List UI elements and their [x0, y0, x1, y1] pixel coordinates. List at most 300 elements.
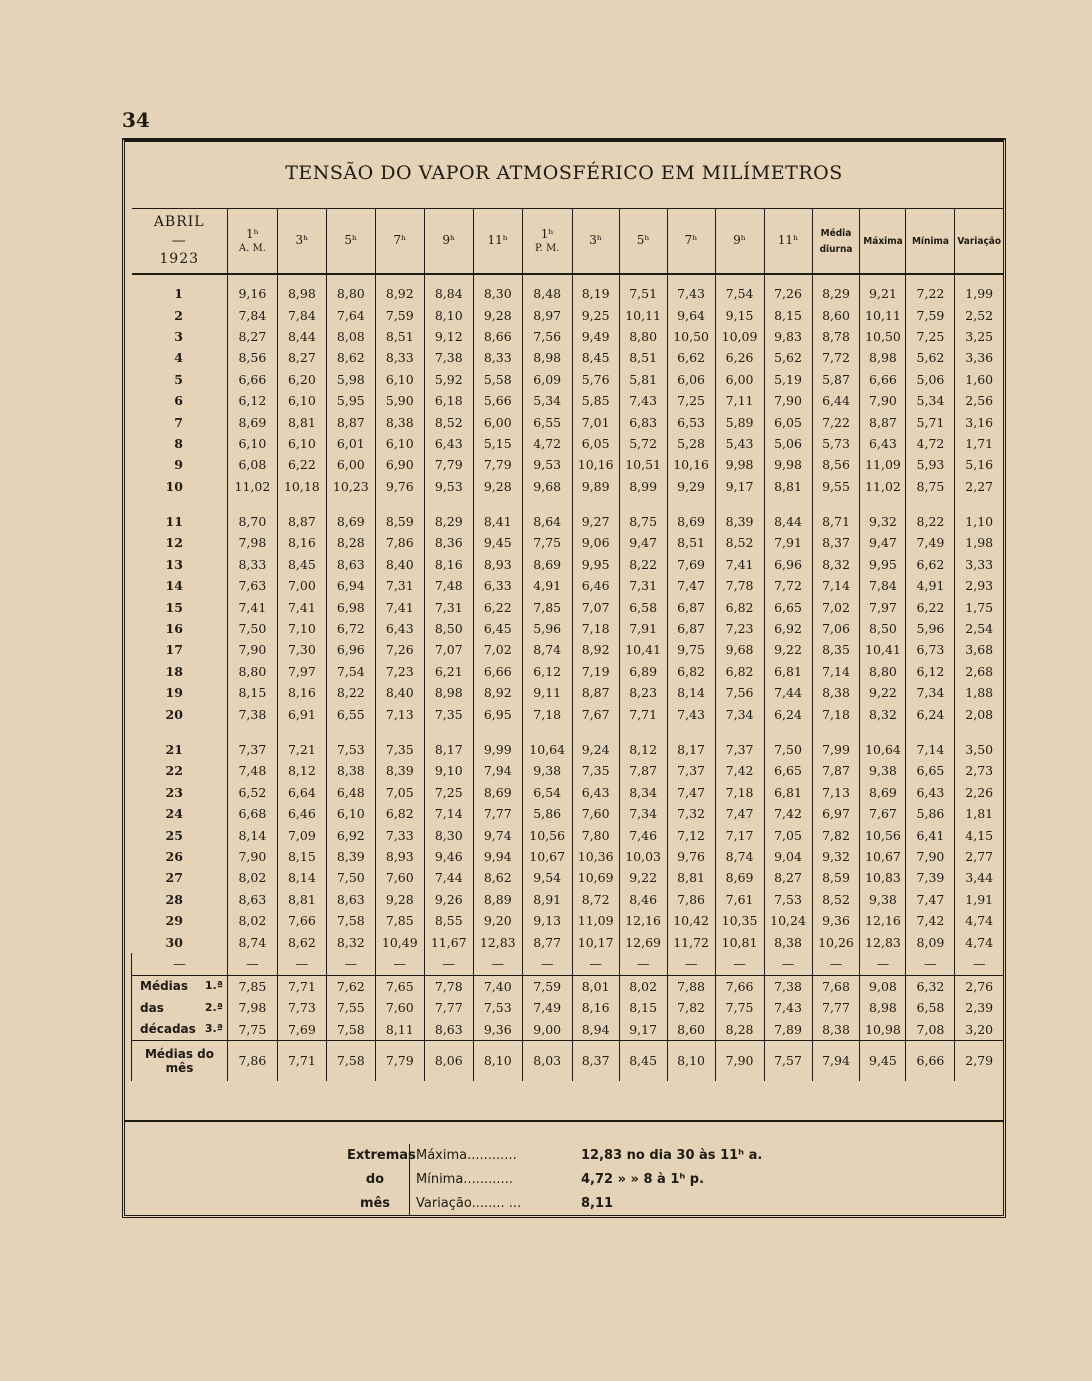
- decade-average-label: [132, 997, 228, 1018]
- value-cell: 8,55: [424, 910, 473, 931]
- col-header-maxima: Máxima: [860, 209, 906, 275]
- value-cell: 5,86: [522, 803, 572, 824]
- value-cell: 8,69: [667, 511, 715, 532]
- table-row: [132, 554, 1004, 575]
- extremes-label-line: do: [365, 1172, 385, 1187]
- value-cell: 10,49: [375, 931, 424, 952]
- value-cell: 8,08: [326, 326, 375, 347]
- value-cell: 10,23: [326, 476, 375, 497]
- table-row: [132, 846, 1004, 867]
- value-cell: 9,24: [572, 739, 619, 760]
- value-cell: 2,56: [955, 390, 1003, 411]
- value-cell: 4,72: [906, 433, 955, 454]
- value-cell: 7,10: [277, 618, 326, 639]
- month-average-value: 2,79: [955, 1040, 1003, 1081]
- value-cell: 7,41: [375, 596, 424, 617]
- value-cell: 7,49: [906, 532, 955, 553]
- day-number: 7: [174, 414, 183, 430]
- value-cell: 8,28: [326, 532, 375, 553]
- value-cell: 6,24: [906, 703, 955, 724]
- value-cell: 6,62: [667, 347, 715, 368]
- value-cell: 7,07: [572, 596, 619, 617]
- table-row: [132, 760, 1004, 781]
- value-cell: 8,17: [667, 739, 715, 760]
- average-label-text: décadas: [140, 1022, 196, 1037]
- dash-cell: [572, 953, 619, 976]
- average-value-cell: 7,53: [473, 997, 522, 1018]
- value-cell: 5,28: [667, 433, 715, 454]
- value-cell: 2,54: [955, 618, 1003, 639]
- col-header-7h-am: 7ʰ: [375, 209, 424, 275]
- value-cell: 7,46: [619, 824, 667, 845]
- value-cell: 1,98: [955, 532, 1003, 553]
- table-body: [132, 274, 1004, 1081]
- value-cell: 7,43: [667, 274, 715, 304]
- dash-cell: [473, 953, 522, 976]
- gap-cell: [906, 497, 955, 511]
- table-row: [132, 639, 1004, 660]
- average-value-cell: 6,32: [906, 975, 955, 997]
- value-cell: 9,46: [424, 846, 473, 867]
- year-label: 1923: [159, 251, 200, 268]
- value-cell: 7,18: [715, 782, 764, 803]
- value-cell: 9,21: [860, 274, 906, 304]
- value-cell: 2,73: [955, 760, 1003, 781]
- value-cell: 7,14: [906, 739, 955, 760]
- value-cell: 10,11: [619, 304, 667, 325]
- value-cell: 10,17: [572, 931, 619, 952]
- value-cell: 5,62: [764, 347, 812, 368]
- value-cell: 6,91: [277, 703, 326, 724]
- value-cell: 7,42: [906, 910, 955, 931]
- value-cell: 6,96: [764, 554, 812, 575]
- value-cell: 11,09: [572, 910, 619, 931]
- value-cell: 8,80: [860, 661, 906, 682]
- day-number: 12: [165, 535, 183, 551]
- value-cell: 5,89: [715, 411, 764, 432]
- value-cell: 10,16: [572, 454, 619, 475]
- day-number: 2: [174, 307, 183, 323]
- day-number: 10: [165, 478, 183, 494]
- table-row: [132, 390, 1004, 411]
- value-cell: 7,75: [522, 532, 572, 553]
- value-cell: 6,73: [906, 639, 955, 660]
- value-cell: 8,27: [227, 326, 277, 347]
- value-cell: 8,46: [619, 889, 667, 910]
- value-cell: 7,53: [764, 889, 812, 910]
- value-cell: 9,13: [522, 910, 572, 931]
- value-cell: 7,90: [906, 846, 955, 867]
- value-cell: 6,10: [326, 803, 375, 824]
- value-cell: 9,76: [667, 846, 715, 867]
- value-cell: 7,90: [764, 390, 812, 411]
- value-cell: 7,14: [812, 575, 860, 596]
- value-cell: 7,98: [227, 532, 277, 553]
- value-cell: 7,35: [375, 739, 424, 760]
- table-row: [132, 703, 1004, 724]
- day-number: 19: [165, 685, 183, 701]
- value-cell: 8,44: [764, 511, 812, 532]
- value-cell: 7,50: [764, 739, 812, 760]
- value-cell: 8,56: [812, 454, 860, 475]
- average-value-cell: 7,75: [715, 997, 764, 1018]
- dash-cell: [906, 953, 955, 976]
- value-cell: 9,95: [572, 554, 619, 575]
- page-number: 34: [122, 108, 150, 132]
- table-row: [132, 618, 1004, 639]
- value-cell: 7,14: [424, 803, 473, 824]
- value-cell: 8,44: [277, 326, 326, 347]
- extremes-label: [347, 1144, 416, 1216]
- value-cell: 6,66: [860, 369, 906, 390]
- value-cell: 8,98: [522, 347, 572, 368]
- vapor-tension-table: [131, 208, 1003, 1081]
- value-cell: 5,85: [572, 390, 619, 411]
- value-cell: 9,26: [424, 889, 473, 910]
- value-cell: 8,32: [812, 554, 860, 575]
- value-cell: 10,81: [715, 931, 764, 952]
- value-cell: 8,30: [473, 274, 522, 304]
- value-cell: 7,79: [424, 454, 473, 475]
- col-header-5h-am: 5ʰ: [326, 209, 375, 275]
- value-cell: 10,35: [715, 910, 764, 931]
- value-cell: 9,11: [522, 682, 572, 703]
- average-value-cell: 7,60: [375, 997, 424, 1018]
- value-cell: 7,41: [715, 554, 764, 575]
- value-cell: 7,97: [277, 661, 326, 682]
- day-number: 11: [165, 514, 183, 530]
- dash-cell: [667, 953, 715, 976]
- value-cell: 8,48: [522, 274, 572, 304]
- value-cell: 8,87: [277, 511, 326, 532]
- value-cell: 7,26: [764, 274, 812, 304]
- value-cell: 8,23: [619, 682, 667, 703]
- month-average-value: 9,45: [860, 1040, 906, 1081]
- value-cell: 10,11: [860, 304, 906, 325]
- dash-cell: [860, 953, 906, 976]
- value-cell: 8,81: [667, 867, 715, 888]
- value-cell: 8,12: [619, 739, 667, 760]
- value-cell: 5,72: [619, 433, 667, 454]
- value-cell: 7,25: [424, 782, 473, 803]
- value-cell: 8,14: [277, 867, 326, 888]
- value-cell: 2,27: [955, 476, 1003, 497]
- value-cell: 8,38: [812, 682, 860, 703]
- dash-cell: [955, 953, 1003, 976]
- value-cell: 6,65: [764, 760, 812, 781]
- value-cell: 9,38: [522, 760, 572, 781]
- gap-cell: [860, 725, 906, 739]
- value-cell: 8,29: [812, 274, 860, 304]
- value-cell: 9,47: [860, 532, 906, 553]
- value-cell: 7,35: [424, 703, 473, 724]
- month-label: ABRIL: [153, 213, 205, 230]
- value-cell: 7,54: [715, 274, 764, 304]
- gap-cell: [572, 497, 619, 511]
- value-cell: 9,38: [860, 889, 906, 910]
- value-cell: 6,53: [667, 411, 715, 432]
- extreme-name-variacao: Variação........ ...: [416, 1196, 522, 1211]
- value-cell: 6,62: [906, 554, 955, 575]
- month-average-label: Médias do mês: [132, 1040, 228, 1081]
- value-cell: 7,47: [667, 575, 715, 596]
- value-cell: 7,84: [227, 304, 277, 325]
- value-cell: 7,02: [812, 596, 860, 617]
- gap-cell: [375, 497, 424, 511]
- value-cell: 9,22: [860, 682, 906, 703]
- value-cell: 8,89: [473, 889, 522, 910]
- average-value-cell: 7,08: [906, 1019, 955, 1041]
- value-cell: 5,15: [473, 433, 522, 454]
- value-cell: 10,50: [860, 326, 906, 347]
- value-cell: 8,32: [326, 931, 375, 952]
- decade-average-label: [132, 975, 228, 997]
- value-cell: 6,55: [326, 703, 375, 724]
- month-average-value: 7,94: [812, 1040, 860, 1081]
- day-number: 13: [165, 556, 183, 572]
- dash-cell: [812, 953, 860, 976]
- value-cell: 6,90: [375, 454, 424, 475]
- value-cell: 8,22: [326, 682, 375, 703]
- value-cell: 7,66: [277, 910, 326, 931]
- value-cell: 10,51: [619, 454, 667, 475]
- extremes-names: [409, 1144, 521, 1216]
- value-cell: 9,28: [375, 889, 424, 910]
- value-cell: 8,45: [572, 347, 619, 368]
- value-cell: 6,45: [473, 618, 522, 639]
- average-value-cell: 7,82: [667, 997, 715, 1018]
- value-cell: 8,16: [277, 682, 326, 703]
- col-header-variacao: Variação: [955, 209, 1003, 275]
- value-cell: 7,30: [277, 639, 326, 660]
- value-cell: 10,56: [860, 824, 906, 845]
- value-cell: 7,42: [715, 760, 764, 781]
- value-cell: 8,80: [619, 326, 667, 347]
- value-cell: 6,65: [906, 760, 955, 781]
- value-cell: 6,83: [619, 411, 667, 432]
- value-cell: 6,94: [326, 575, 375, 596]
- value-cell: 8,74: [227, 931, 277, 952]
- value-cell: 8,39: [375, 760, 424, 781]
- dash-cell: [715, 953, 764, 976]
- value-cell: 8,69: [860, 782, 906, 803]
- value-cell: 8,63: [326, 889, 375, 910]
- value-cell: 5,76: [572, 369, 619, 390]
- extreme-name-maxima: Máxima............: [416, 1148, 517, 1163]
- average-value-cell: 7,75: [227, 1019, 277, 1041]
- value-cell: 8,98: [277, 274, 326, 304]
- value-cell: 5,62: [906, 347, 955, 368]
- value-cell: 8,87: [572, 682, 619, 703]
- table-row: [132, 476, 1004, 497]
- value-cell: 11,02: [860, 476, 906, 497]
- table-row: [132, 739, 1004, 760]
- average-value-cell: 7,69: [277, 1019, 326, 1041]
- value-cell: 3,33: [955, 554, 1003, 575]
- gap-cell: [619, 725, 667, 739]
- value-cell: 7,56: [522, 326, 572, 347]
- value-cell: 7,37: [227, 739, 277, 760]
- value-cell: 6,22: [473, 596, 522, 617]
- value-cell: 6,66: [473, 661, 522, 682]
- decade-gap: [132, 497, 1004, 511]
- value-cell: 8,33: [227, 554, 277, 575]
- decade-tag: 1.ª: [204, 979, 223, 993]
- value-cell: 8,69: [227, 411, 277, 432]
- value-cell: 7,48: [424, 575, 473, 596]
- gap-cell: [375, 725, 424, 739]
- value-cell: 8,15: [277, 846, 326, 867]
- table-row: [132, 575, 1004, 596]
- value-cell: 7,43: [619, 390, 667, 411]
- value-cell: 8,51: [619, 347, 667, 368]
- value-cell: 9,94: [473, 846, 522, 867]
- value-cell: 7,67: [860, 803, 906, 824]
- value-cell: 6,10: [375, 369, 424, 390]
- value-cell: 4,74: [955, 910, 1003, 931]
- value-cell: 1,91: [955, 889, 1003, 910]
- value-cell: 6,22: [277, 454, 326, 475]
- value-cell: 6,65: [764, 596, 812, 617]
- value-cell: 9,32: [860, 511, 906, 532]
- value-cell: 8,32: [860, 703, 906, 724]
- value-cell: 7,18: [572, 618, 619, 639]
- value-cell: 7,50: [227, 618, 277, 639]
- average-value-cell: 7,43: [764, 997, 812, 1018]
- value-cell: 6,01: [326, 433, 375, 454]
- value-cell: 7,53: [326, 739, 375, 760]
- decade-average-row: [132, 975, 1004, 997]
- value-cell: 6,06: [667, 369, 715, 390]
- value-cell: 8,38: [375, 411, 424, 432]
- value-cell: 5,87: [812, 369, 860, 390]
- value-cell: 3,25: [955, 326, 1003, 347]
- value-cell: 6,82: [375, 803, 424, 824]
- day-number: 22: [165, 763, 183, 779]
- value-cell: 9,22: [764, 639, 812, 660]
- col-header-11h-pm: 11ʰ: [764, 209, 812, 275]
- value-cell: 6,10: [227, 433, 277, 454]
- day-number: 18: [165, 663, 183, 679]
- value-cell: 6,97: [812, 803, 860, 824]
- value-cell: 7,42: [764, 803, 812, 824]
- value-cell: 5,95: [326, 390, 375, 411]
- value-cell: 6,20: [277, 369, 326, 390]
- value-cell: 7,34: [715, 703, 764, 724]
- average-value-cell: 7,68: [812, 975, 860, 997]
- value-cell: 8,10: [424, 304, 473, 325]
- month-average-row: [132, 1040, 1004, 1081]
- average-value-cell: 10,98: [860, 1019, 906, 1041]
- data-table-wrapper: [131, 208, 1003, 1081]
- value-cell: 1,71: [955, 433, 1003, 454]
- value-cell: 8,45: [277, 554, 326, 575]
- gap-cell: [132, 497, 228, 511]
- value-cell: 6,81: [764, 782, 812, 803]
- day-number: 3: [174, 328, 183, 344]
- value-cell: 7,34: [906, 682, 955, 703]
- value-cell: 5,81: [619, 369, 667, 390]
- value-cell: 6,05: [572, 433, 619, 454]
- value-cell: 8,27: [764, 867, 812, 888]
- table-row: [132, 931, 1004, 952]
- value-cell: 9,36: [812, 910, 860, 931]
- col-header-1h-pm: 1ʰ P. M.: [522, 209, 572, 275]
- average-value-cell: 7,98: [227, 997, 277, 1018]
- value-cell: 7,85: [522, 596, 572, 617]
- value-cell: 6,05: [764, 411, 812, 432]
- value-cell: 9,22: [619, 867, 667, 888]
- value-cell: 6,46: [572, 575, 619, 596]
- gap-cell: [522, 725, 572, 739]
- value-cell: 8,62: [473, 867, 522, 888]
- value-cell: 7,87: [619, 760, 667, 781]
- value-cell: 8,16: [424, 554, 473, 575]
- value-cell: 7,50: [326, 867, 375, 888]
- average-value-cell: 7,58: [326, 1019, 375, 1041]
- dash-separator-row: [132, 953, 1004, 976]
- value-cell: 6,00: [473, 411, 522, 432]
- value-cell: 7,22: [812, 411, 860, 432]
- value-cell: 4,91: [522, 575, 572, 596]
- value-cell: 8,84: [424, 274, 473, 304]
- average-value-cell: 9,00: [522, 1019, 572, 1041]
- value-cell: 8,51: [667, 532, 715, 553]
- value-cell: 5,86: [906, 803, 955, 824]
- value-cell: 8,12: [277, 760, 326, 781]
- value-cell: 6,10: [277, 433, 326, 454]
- value-cell: 8,59: [375, 511, 424, 532]
- value-cell: 7,31: [375, 575, 424, 596]
- value-cell: 6,66: [227, 369, 277, 390]
- extremes-label-line: Extremas: [347, 1148, 416, 1163]
- average-value-cell: 7,85: [227, 975, 277, 997]
- value-cell: 8,52: [424, 411, 473, 432]
- value-cell: 6,10: [277, 390, 326, 411]
- average-value-cell: 3,20: [955, 1019, 1003, 1041]
- gap-cell: [955, 497, 1003, 511]
- dash-cell: [424, 953, 473, 976]
- value-cell: 5,90: [375, 390, 424, 411]
- value-cell: 9,64: [667, 304, 715, 325]
- decade-average-label: [132, 1019, 228, 1041]
- value-cell: 2,93: [955, 575, 1003, 596]
- value-cell: 7,80: [572, 824, 619, 845]
- day-number: 29: [165, 913, 183, 929]
- value-cell: 7,25: [667, 390, 715, 411]
- day-number: 26: [165, 848, 183, 864]
- col-header-3h-am: 3ʰ: [277, 209, 326, 275]
- gap-cell: [667, 497, 715, 511]
- value-cell: 8,75: [906, 476, 955, 497]
- value-cell: 9,53: [424, 476, 473, 497]
- value-cell: 7,56: [715, 682, 764, 703]
- table-row: [132, 511, 1004, 532]
- value-cell: 7,79: [473, 454, 522, 475]
- month-average-value: 7,58: [326, 1040, 375, 1081]
- month-average-value: 8,06: [424, 1040, 473, 1081]
- value-cell: 8,66: [473, 326, 522, 347]
- value-cell: 12,16: [619, 910, 667, 931]
- value-cell: 5,92: [424, 369, 473, 390]
- average-value-cell: 8,11: [375, 1019, 424, 1041]
- table-row: [132, 910, 1004, 931]
- table-row: [132, 411, 1004, 432]
- dash-cell: [132, 953, 228, 976]
- value-cell: 7,06: [812, 618, 860, 639]
- gap-cell: [812, 725, 860, 739]
- month-average-value: 8,45: [619, 1040, 667, 1081]
